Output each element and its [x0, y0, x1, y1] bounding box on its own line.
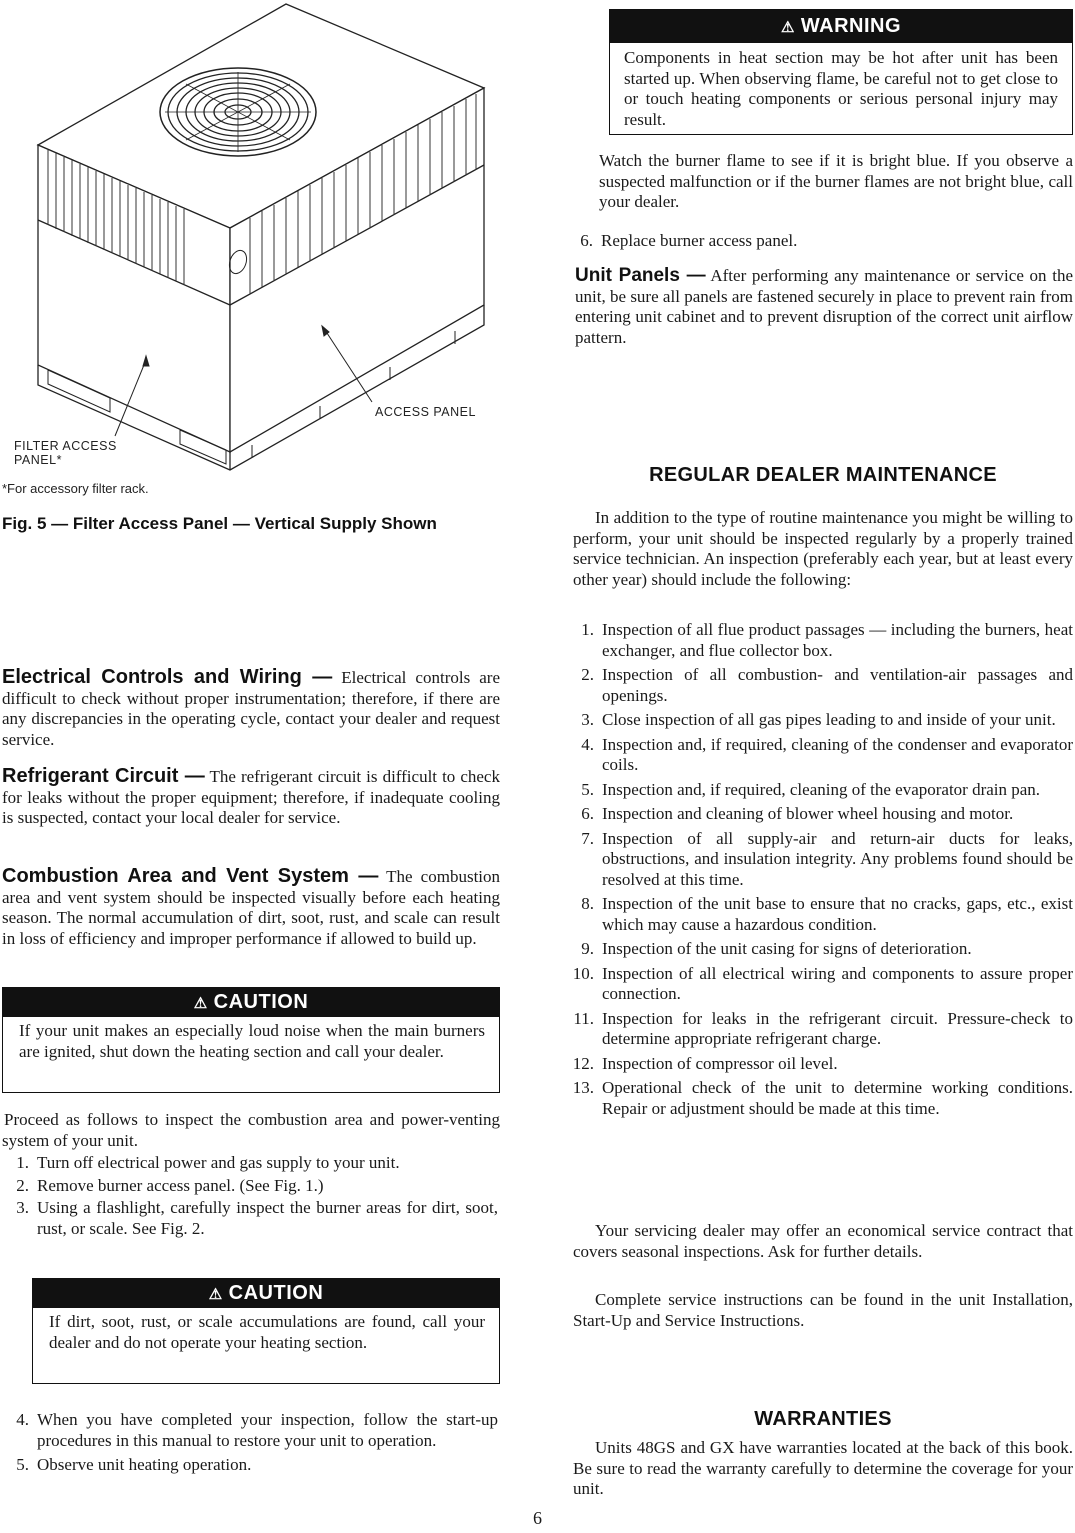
unit-panels-heading: Unit Panels — [575, 265, 706, 286]
electrical-controls-heading: Electrical Controls and Wiring — [2, 666, 333, 688]
electrical-controls-paragraph [2, 667, 500, 750]
warranties-paragraph: Units 48GS and GX have warranties located at the back of this book. Be sure to read the warranty carefully to determine the coverage for your unit. [573, 1438, 1073, 1498]
figure-footnote: *For accessory filter rack. [2, 481, 149, 496]
list-item: 12 . Inspection of compressor oil level. [567, 1054, 1073, 1075]
list-item: 7 . Inspection of all supply-air and return-air ducts for leaks, obstructions, and insulation integrity. Any problems found should be resolved at this time. [567, 829, 1073, 891]
warning-title: WARNING [800, 15, 902, 37]
warning-header [610, 10, 1072, 43]
list-item: 3 . Using a flashlight, carefully inspect the burner areas for dirt, soot, rust, or scale. See Fig. 2. [2, 1198, 498, 1239]
regular-dealer-maintenance-heading: REGULAR DEALER MAINTENANCE [649, 464, 997, 486]
servicing-dealer-paragraph: Your servicing dealer may offer an economical service contract that covers seasonal inspections. Ask for further details. [573, 1221, 1073, 1261]
combustion-area-paragraph [2, 866, 500, 949]
warranties-heading: WARRANTIES [754, 1408, 892, 1430]
figure-5 [0, 0, 500, 533]
refrigerant-circuit-paragraph [2, 766, 500, 829]
figure-caption: Fig. 5 — Filter Access Panel — Vertical Supply Shown [2, 514, 437, 533]
page-number: 6 [533, 1508, 542, 1528]
caution-title: CAUTION [213, 991, 309, 1013]
list-item: 8 . Inspection of the unit base to ensure that no cracks, gaps, etc., exist which may cause a hazardous condition. [567, 894, 1073, 935]
callout-filter-access-panel: FILTER ACCESS PANEL* [14, 439, 117, 467]
list-item: 4 . When you have completed your inspection, follow the start-up procedures in this manual to restore your unit to operation. [2, 1410, 498, 1451]
list-item: 10 . Inspection of all electrical wiring and components to assure proper connection. [567, 964, 1073, 1005]
step-6-list [566, 231, 1066, 252]
proceed-paragraph: Proceed as follows to inspect the combustion area and power-venting system of your unit. [2, 1110, 500, 1150]
list-item: 6 . Inspection and cleaning of blower wheel housing and motor. [567, 804, 1073, 825]
caution-text: If dirt, soot, rust, or scale accumulations are found, call your dealer and do not operate your heating section. [49, 1312, 485, 1352]
warning-box [609, 9, 1073, 135]
list-item: 4 . Inspection and, if required, cleaning of the condenser and evaporator coils. [567, 735, 1073, 776]
complete-instructions-paragraph: Complete service instructions can be found in the unit Installation, Start-Up and Service Instructions. [573, 1290, 1073, 1330]
list-item: 2 . Remove burner access panel. (See Fig. 1.) [2, 1176, 498, 1197]
electrical-controls-text: Electrical controls are difficult to check without proper instrumentation; therefore, if there are any discrepancies in the operating cycle, contact your dealer and request service. [2, 668, 501, 749]
combustion-area-heading: Combustion Area and Vent System — [2, 865, 379, 887]
list-item: 2 . Inspection of all combustion- and ventilation-air passages and openings. [567, 665, 1073, 706]
refrigerant-circuit-text: The refrigerant circuit is difficult to check for leaks without the proper equipment; therefore, if inadequate cooling is suspected, contact your local dealer for service. [2, 767, 500, 827]
warning-text: Components in heat section may be hot after unit has been started up. When observing flame, be careful not to get close to or touch heating components or serious personal injury may result. [624, 48, 1058, 129]
list-item: 13 . Operational check of the unit to determine working conditions. Repair or adjustment should be made at this time. [567, 1078, 1073, 1119]
caution-box-loud-noise [2, 987, 500, 1093]
warning-triangle-icon: ⚠ [208, 1286, 223, 1303]
dealer-inspection-list [567, 620, 1073, 1119]
unit-panels-paragraph [575, 266, 1073, 348]
list-item: 5 . Observe unit heating operation. [2, 1455, 498, 1476]
caution-header [33, 1279, 499, 1308]
unit-illustration [0, 0, 500, 500]
list-item: 6 . Replace burner access panel. [566, 231, 1066, 252]
callout-access-panel: ACCESS PANEL [375, 405, 476, 419]
caution-title: CAUTION [228, 1282, 324, 1304]
inspection-steps-1-3 [2, 1153, 498, 1239]
list-item: 11 . Inspection for leaks in the refrigerant circuit. Pressure-check to determine appropriate refrigerant charge. [567, 1009, 1073, 1050]
list-item: 1 . Turn off electrical power and gas supply to your unit. [2, 1153, 498, 1174]
warning-triangle-icon: ⚠ [780, 19, 795, 36]
caution-text: If your unit makes an especially loud noise when the main burners are ignited, shut down the heating section and call your dealer. [19, 1021, 485, 1061]
inspection-steps-4-5 [2, 1410, 498, 1476]
caution-header [3, 988, 499, 1017]
warning-triangle-icon: ⚠ [193, 995, 208, 1012]
list-item: 9 . Inspection of the unit casing for signs of deterioration. [567, 939, 1073, 960]
watch-flame-paragraph: Watch the burner flame to see if it is bright blue. If you observe a suspected malfunction or if the burner flames are not bright blue, call your dealer. [599, 151, 1073, 211]
combustion-area-text: The combustion area and vent system should be inspected visually before each heating season. The normal accumulation of dirt, soot, rust, and scale can result in loss of efficiency and improper performance if allowed to build up. [2, 867, 501, 948]
unit-panels-text: After performing any maintenance or service on the unit, be sure all panels are fastened securely in place to prevent rain from entering unit cabinet and to prevent disruption of the correct unit airflow pattern. [575, 266, 1074, 347]
list-item: 3 . Close inspection of all gas pipes leading to and inside of your unit. [567, 710, 1073, 731]
caution-box-accumulations [32, 1278, 500, 1384]
refrigerant-circuit-heading: Refrigerant Circuit — [2, 765, 205, 787]
list-item: 5 . Inspection and, if required, cleaning of the evaporator drain pan. [567, 780, 1073, 801]
regular-maintenance-intro: In addition to the type of routine maintenance you might be willing to perform, your unit should be inspected regularly by a properly trained service technician. An inspection (preferably each year, but at least every other year) should include the following: [573, 508, 1073, 589]
list-item: 1 . Inspection of all flue product passages — including the burners, heat exchanger, and flue collector box. [567, 620, 1073, 661]
